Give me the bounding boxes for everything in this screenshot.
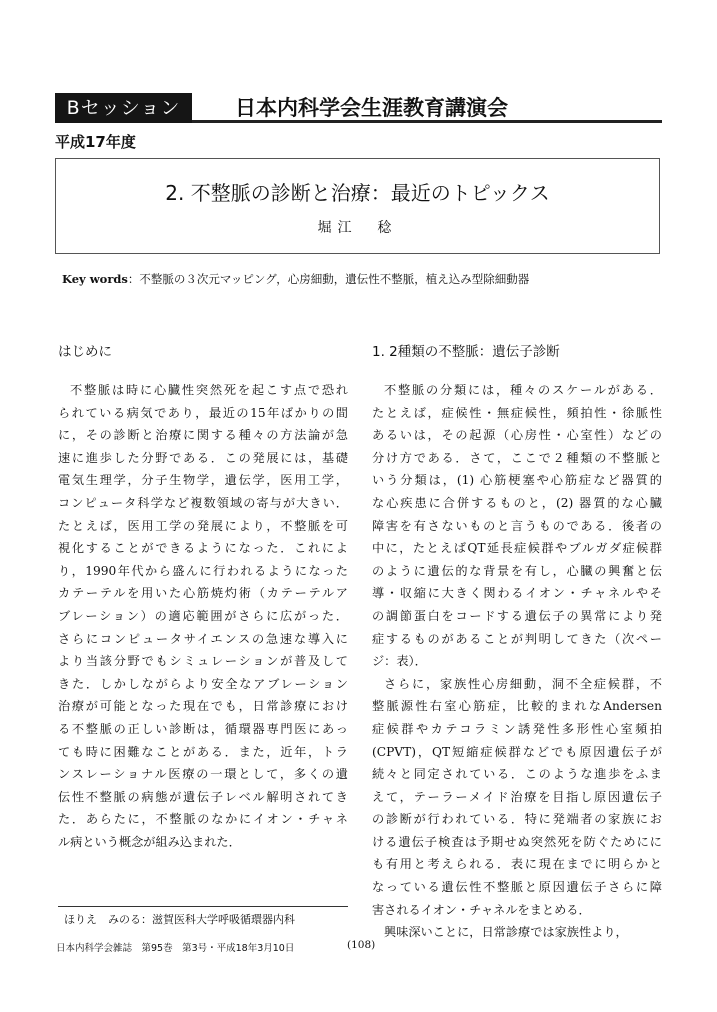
text-line: ても時に困難なことがある．また，近年，トラ bbox=[58, 744, 348, 759]
text-line: なっている遺伝性不整脈と原因遺伝子さらに障 bbox=[372, 880, 662, 895]
text-line: る不整脈の正しい診断は，循環器専門医にあっ bbox=[58, 721, 348, 736]
footnote-rule bbox=[58, 906, 348, 907]
text-line: 速に進歩した分野である．この発展には，基礎 bbox=[58, 450, 348, 465]
text-line: ル病という概念が組み込まれた． bbox=[58, 834, 241, 849]
author-affiliation: ほりえ みのる：滋賀医科大学呼吸循環器内科 bbox=[64, 913, 295, 926]
text-line: 興味深いことに，日常診療では家族性より， bbox=[384, 925, 628, 940]
text-line: ンスレーショナル医療の一環として，多くの遺 bbox=[58, 767, 348, 782]
text-line: あるいは，その起源（心房性・心室性）などの bbox=[372, 428, 662, 443]
text-line: コンピュータ科学など複数領域の寄与が大きい． bbox=[58, 495, 348, 510]
right-column-body bbox=[372, 379, 662, 944]
text-line: いう分類は，(1) 心筋梗塞や心筋症など器質的 bbox=[372, 473, 662, 488]
journal-info: 日本内科学会雑誌 第95巻 第3号・平成18年3月10日 bbox=[56, 943, 295, 954]
text-line: 続々と同定されている．このような進歩をふま bbox=[372, 767, 662, 782]
text-line: ける遺伝子検査は予期せぬ突然死を防ぐためにに bbox=[372, 834, 662, 849]
left-column-body bbox=[58, 379, 348, 853]
text-line: 不整脈は時に心臓性突然死を起こす点で恐れ bbox=[70, 383, 348, 397]
fiscal-year: 平成17年度 bbox=[55, 133, 136, 151]
text-line: に，その診断と治療に関する種々の方法論が急 bbox=[58, 428, 348, 443]
text-line: ジ：表）． bbox=[372, 654, 427, 669]
title-box bbox=[55, 158, 660, 254]
text-line: り，1990年代から盛んに行われるようになった bbox=[58, 563, 348, 578]
page-number: (108) bbox=[347, 939, 376, 951]
text-line: の調節蛋白をコードする遺伝子の異常により発 bbox=[372, 608, 662, 623]
text-line: ブレーション）の適応範囲がさらに広がった． bbox=[58, 608, 348, 623]
text-line: 整脈源性右室心筋症，比較的まれなAndersen bbox=[372, 699, 662, 714]
text-line: 電気生理学，分子生物学，遺伝学，医用工学， bbox=[58, 473, 348, 488]
text-line: の診断が行われている．特に発端者の家族にお bbox=[372, 812, 662, 827]
text-line: カテーテルを用いた心筋焼灼術（カテーテルア bbox=[58, 586, 348, 601]
paper-title: 2. 不整脈の診断と治療：最近のトピックス bbox=[165, 181, 550, 205]
text-line: な心疾患に合併するものと，(2) 器質的な心臓 bbox=[372, 495, 662, 510]
keywords-text: ：不整脈の３次元マッピング，心房細動，遺伝性不整脈，植え込み型除細動器 bbox=[127, 272, 530, 286]
text-line: 障害を有さないものと言うものである．後者の bbox=[372, 518, 662, 533]
text-line: た．あらたに，不整脈のなかにイオン・チャネ bbox=[58, 812, 348, 827]
session-title: 日本内科学会生涯教育講演会 bbox=[235, 96, 508, 120]
text-line: 中に，たとえばQT延長症候群やブルガダ症候群 bbox=[372, 541, 662, 556]
text-line: 症するものがあることが判明してきた（次ペー bbox=[372, 631, 662, 646]
text-line: (CPVT)，QT短縮症候群などでも原因遺伝子が bbox=[372, 744, 662, 759]
text-line: 分け方である．さて，ここで２種類の不整脈と bbox=[372, 450, 662, 465]
text-line: たとえば，医用工学の発展により，不整脈を可 bbox=[58, 518, 348, 533]
text-line: 伝性不整脈の病態が遺伝子レベル解明されてき bbox=[58, 789, 348, 804]
section-heading-1: 1. 2種類の不整脈：遺伝子診断 bbox=[372, 344, 560, 360]
text-line: 治療が可能となった現在でも，日常診療におけ bbox=[58, 699, 348, 714]
text-line: たとえば，症候性・無症候性，頻拍性・徐脈性 bbox=[372, 405, 662, 420]
text-line: も有用と考えられる．表に現在までに明らかと bbox=[372, 857, 662, 872]
text-line: えて，テーラーメイド治療を目指し原因遺伝子 bbox=[372, 789, 662, 804]
text-line: のように遺伝的な背景を有し，心臓の興奮と伝 bbox=[372, 563, 662, 578]
text-line: 害されるイオン・チャネルをまとめる． bbox=[372, 902, 591, 917]
text-line: 視化することができるようになった．これによ bbox=[58, 541, 348, 556]
author-name: 堀江 稔 bbox=[317, 220, 398, 236]
session-badge: Bセッション bbox=[55, 93, 192, 123]
text-line: さらに，家族性心房細動，洞不全症候群，不 bbox=[384, 676, 662, 691]
text-line: 不整脈の分類には，種々のスケールがある． bbox=[384, 383, 662, 397]
text-line: より当該分野でもシミュレーションが普及して bbox=[58, 654, 348, 669]
text-line: きた．しかしながらより安全なアブレーション bbox=[58, 676, 348, 691]
text-line: 導・収縮に大きく関わるイオン・チャネルやそ bbox=[372, 586, 662, 601]
right-column bbox=[372, 340, 662, 944]
text-line: 症候群やカテコラミン誘発性多形性心室頻拍 bbox=[372, 721, 662, 736]
session-header bbox=[55, 93, 662, 123]
left-column bbox=[58, 340, 348, 853]
keywords-label: Key words bbox=[62, 272, 128, 286]
text-line: さらにコンピュータサイエンスの急速な導入に bbox=[58, 631, 348, 646]
section-heading-intro: はじめに bbox=[58, 344, 112, 360]
text-line: られている病気であり，最近の15年ばかりの間 bbox=[58, 405, 348, 420]
keywords bbox=[62, 271, 529, 287]
